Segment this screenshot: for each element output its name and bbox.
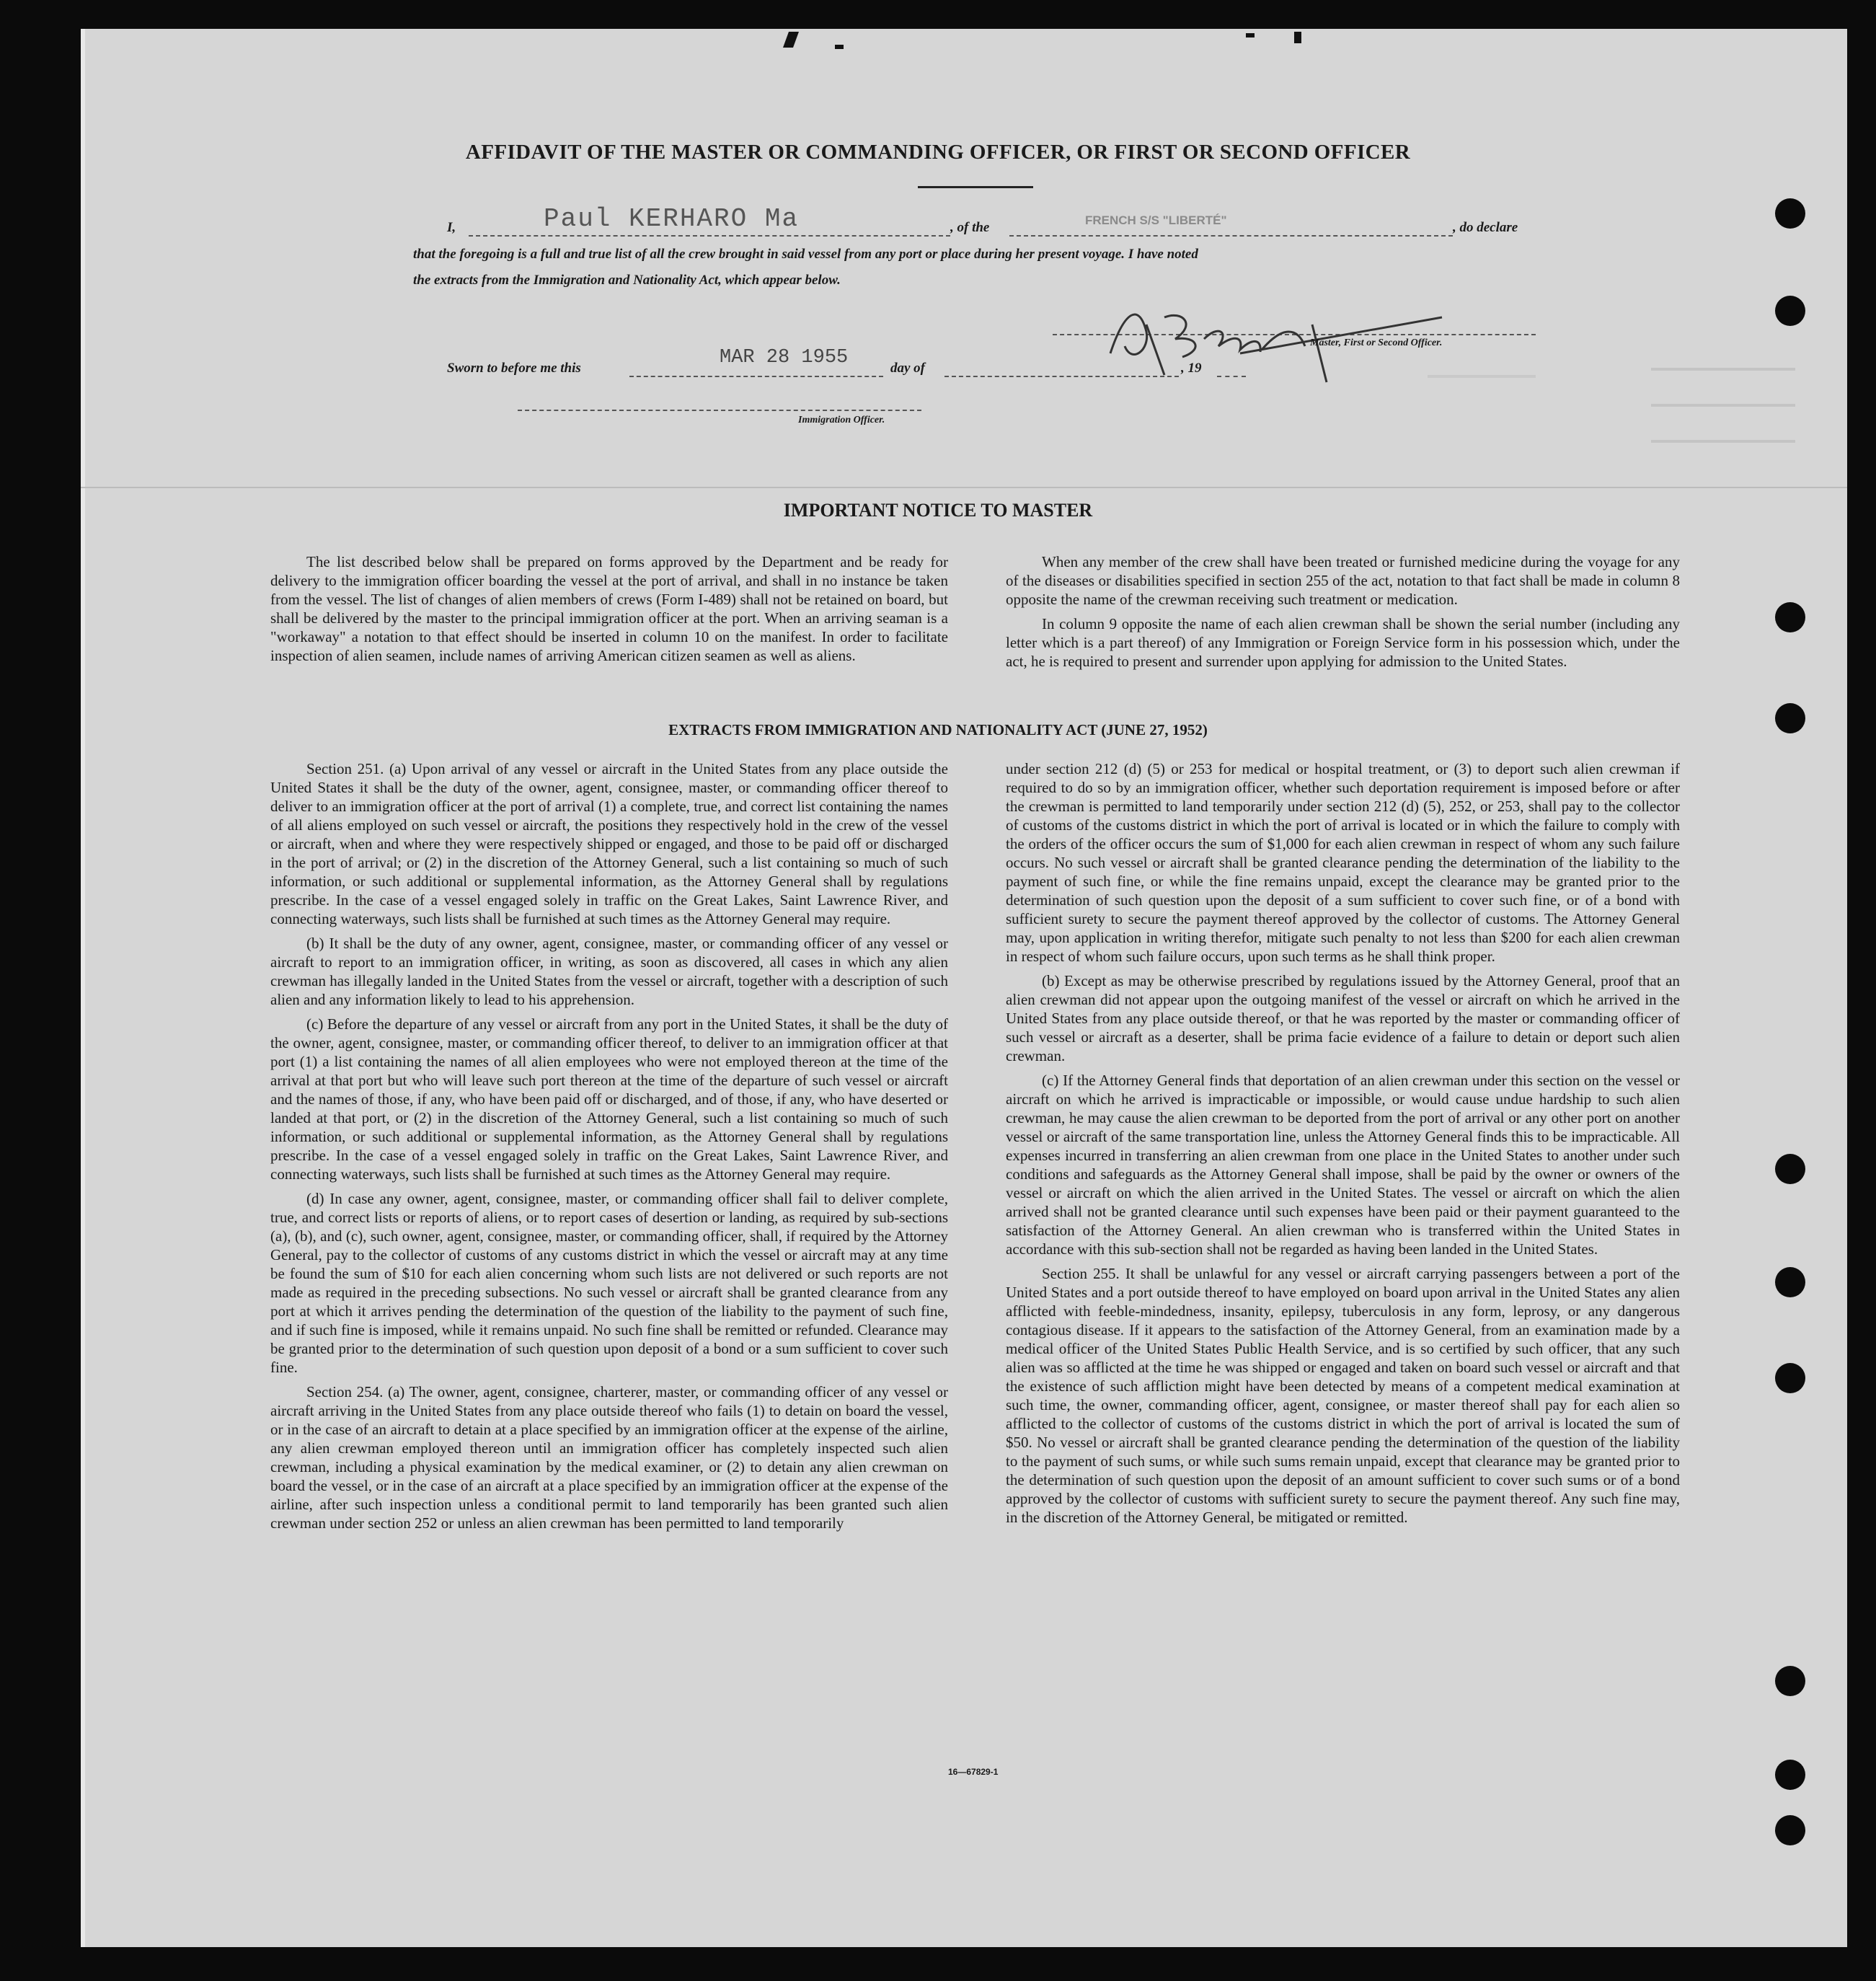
notice-title: IMPORTANT NOTICE TO MASTER xyxy=(783,500,1093,521)
notice-right-column xyxy=(1006,552,1680,676)
section-254a: Section 254. (a) The owner, agent, consignee, charterer, master, or commanding officer of any vessel or aircraft arriving in the United States from any place outside thereof who fails (1) to detain on board the vessel, or in the case of an aircraft to detain at a place specified by an immigration officer at the expense of the airline, any alien crewman employed thereon until an immigration officer has completely inspected such alien crewman, including a physical examination by the medical examiner, or (2) to detain any alien crewman on board the vessel, or in the case of an aircraft at a place specified by an immigration officer at the expense of the airline, after such inspection unless a conditional permit to land temporarily has been granted such alien crewman under section 252 or unless an alien crewman has been permitted to land temporarily xyxy=(270,1383,948,1532)
scan-mark xyxy=(835,45,844,49)
binder-hole-icon xyxy=(1775,602,1805,632)
name-line xyxy=(469,235,950,237)
binder-hole-icon xyxy=(1775,296,1805,326)
bleed-through-mark xyxy=(1651,368,1795,371)
section-251a: Section 251. (a) Upon arrival of any vessel or aircraft in the United States from any place outside the United States it shall be the duty of the owner, agent, consignee, master, or commanding officer thereof to deliver to an immigration officer at the port of arrival (1) a complete, true, and correct list containing the names of all aliens employed on such vessel or aircraft, the positions they respectively hold in the crew of the vessel or aircraft, when and where they were respectively shipped or engaged, and those to be paid off or discharged in the port of arrival; or (2) in the discretion of the Attorney General, such a list containing so much of such information, or such additional or supplemental information, as the Attorney General shall by regulations prescribe. In the case of a vessel engaged solely in traffic on the Great Lakes, Saint Lawrence River, and connecting waterways, such lists shall be furnished at such times as the Attorney General may require. xyxy=(270,760,948,927)
vessel-name-value[interactable]: FRENCH S/S "LIBERTÉ" xyxy=(1085,213,1227,227)
binder-hole-icon xyxy=(1775,1363,1805,1393)
notice-right-paragraph-1: When any member of the crew shall have been treated or furnished medicine during the voyage for any of the diseases or disabilities specified in section 255 of the act, notation to that fact shall be made in column 8 opposite the name of the crewman receiving such treatment or medication. xyxy=(1006,553,1680,608)
officer-signature-line xyxy=(518,410,921,411)
affidavit-title: AFFIDAVIT OF THE MASTER OR COMMANDING OFFICER, OR FIRST OR SECOND OFFICER xyxy=(465,141,1411,164)
page-edge xyxy=(81,29,85,1947)
master-caption: Master, First or Second Officer. xyxy=(1310,337,1443,348)
binder-hole-icon xyxy=(1775,1815,1805,1845)
sworn-date-value[interactable]: MAR 28 1955 xyxy=(720,347,849,369)
extracts-left-column xyxy=(270,759,948,1538)
declare-label: , do declare xyxy=(1453,220,1518,235)
section-254c: (c) If the Attorney General finds that deportation of an alien crewman under this section on the vessel or aircraft on which he arrived is impracticable or impossible, or would cause undue hardship to such alien crewman, he may cause the alien crewman to be deported from the port of arrival or any other port on another vessel or aircraft of the same transportation line, unless the Attorney General finds this to be impracticable. All expenses incurred in transferring an alien crewman from one place in the United States to another under such conditions and safeguards as the Attorney General shall impose, shall be paid by the owner or owners of the vessel or aircraft on which the alien arrived in the United States. The vessel or aircraft on which the alien arrived shall not be granted clearance until such expenses have been paid or their payment guaranteed to the satisfaction of the Attorney General. An alien crewman who is transferred within the United States in accordance with this sub-section shall not be regarded as having been landed in the United States. xyxy=(1006,1072,1680,1258)
notice-left-column xyxy=(270,552,948,671)
section-254a-continued: under section 212 (d) (5) or 253 for medical or hospital treatment, or (3) to deport such alien crewman if required to do so by an immigration officer, whether such deportation requirement is imposed before or after the crewman is permitted to land temporarily under section 212 (d) (5), 252, or 253, shall pay to the collector of customs of the customs district in which the port of arrival is located or in which the failure to comply with the orders of the officer occurs the sum of $1,000 for each alien crewman in respect of whom any such failure occurs. No such vessel or aircraft shall be granted clearance pending the determination of the liability to the payment of such fine, or while the fine remains unpaid, except the clearance may be granted prior to the determination of such question upon the deposit of a sum sufficient to cover such fine, or of a bond with sufficient surety to secure the payment thereof approved by the collector of customs. The Attorney General may, upon application in writing therefor, mitigate such penalty to not less than $200 for each alien crewman in respect of whom such failure occurs, upon such terms as he shall think proper. xyxy=(1006,760,1680,965)
notice-left-paragraph: The list described below shall be prepared on forms approved by the Department and be ready for delivery to the immigration officer boarding the vessel at the port of arrival, and shall in no instance be taken from the vessel. The list of changes of alien members of crews (Form I-489) shall not be retained on board, but shall be delivered by the master to the principal immigration officer at the port. When an arriving seaman is a "workaway" a notation to that effect should be inserted in column 10 on the manifest. In order to facilitate inspection of alien seamen, include names of arriving American citizen seamen as well as aliens. xyxy=(270,553,948,664)
day-of-label: day of xyxy=(890,361,926,376)
notice-right-paragraph-2: In column 9 opposite the name of each alien crewman shall be shown the serial number (including any letter which is a part thereof) of any Immigration or Foreign Service form in his possession which, under the act, he is required to present and surrender upon applying for admission to the United States. xyxy=(1006,615,1680,670)
form-number: 16—67829-1 xyxy=(948,1767,999,1777)
scan-mark xyxy=(1294,32,1301,43)
section-251d: (d) In case any owner, agent, consignee, master, or commanding officer shall fail to deliver complete, true, and correct lists or reports of aliens, or to report cases of desertion or landing, as required by sub-sections (a), (b), and (c), such owner, agent, consignee, master, or commanding officer, shall, if required by the Attorney General, pay to the collector of customs of any customs district in which the vessel or aircraft may at any time be found the sum of $10 for each alien concerning whom such lists are not delivered or such reports are not made as required in the preceding subsections. No such vessel or aircraft shall be granted clearance from any port at which it arrives pending the determination of the question of the liability to the payment of such fine, and if such fine is imposed, while it remains unpaid. No such fine shall be remitted or refunded. Clearance may be granted prior to the determination of such question upon deposit of a bond or a sum sufficient to cover such fine. xyxy=(270,1190,948,1376)
title-rule xyxy=(918,186,1033,188)
binder-hole-icon xyxy=(1775,1760,1805,1790)
section-251c: (c) Before the departure of any vessel or aircraft from any port in the United States, it shall be the duty of the owner, agent, consignee, master, or commanding officer thereof, to deliver to an immigration officer at that port (1) a list containing the names of all alien employees who were not employed thereon at the time of the arrival at that port but who will leave such port thereon at the time of the departure of such vessel or aircraft and the names of those, if any, who have been paid off or discharged, and of those, if any, who have deserted or landed at that port, or (2) in the discretion of the Attorney General, such a list containing so much of such information, or such additional or supplemental information, as the Attorney General shall by regulations prescribe. In the case of a vessel engaged solely in traffic on the Great Lakes, Saint Lawrence River, and connecting waterways, such lists shall be furnished at such times as the Attorney General may require. xyxy=(270,1015,948,1183)
i-label: I, xyxy=(447,220,456,235)
sworn-date-line xyxy=(629,376,883,377)
of-the-label: , of the xyxy=(950,220,990,235)
binder-hole-icon xyxy=(1775,1666,1805,1696)
officer-caption: Immigration Officer. xyxy=(798,415,885,425)
binder-hole-icon xyxy=(1775,1267,1805,1297)
bleed-through-mark xyxy=(1651,404,1795,407)
affidavit-line-3: the extracts from the Immigration and Nationality Act, which appear below. xyxy=(413,273,841,288)
extracts-title: EXTRACTS FROM IMMIGRATION AND NATIONALITY ACT (JUNE 27, 1952) xyxy=(668,721,1208,738)
section-divider xyxy=(81,487,1847,488)
binder-hole-icon xyxy=(1775,1154,1805,1184)
sworn-label: Sworn to before me this xyxy=(447,361,581,376)
binder-hole-icon xyxy=(1775,198,1805,229)
section-254b: (b) Except as may be otherwise prescribed by regulations issued by the Attorney General, proof that an alien crewman did not appear upon the outgoing manifest of the vessel or aircraft on which he arrived in the United States from any place outside thereof, or that he was reported by the master or commanding officer of such vessel or aircraft as a deserter, shall be prima facie evidence of a failure to detain or deport such alien crewman. xyxy=(1006,972,1680,1064)
affidavit-line-2: that the foregoing is a full and true list of all the crew brought in said vessel from any port or place during her present voyage. I have noted xyxy=(413,247,1198,262)
year-line xyxy=(1217,376,1246,377)
section-255: Section 255. It shall be unlawful for any vessel or aircraft carrying passengers between a port of the United States and a port outside thereof to have employed on board upon arrival in the United States any alien afflicted with feeble-mindedness, insanity, epilepsy, tuberculosis in any form, leprosy, or any dangerous contagious disease. If it appears to the satisfaction of the Attorney General, from an examination made by a medical officer of the United States Public Health Service, and is so certified by such officer, that any such alien was so afflicted at the time he was shipped or engaged and taken on board such vessel or aircraft and that the existence of such affliction might have been detected by means of a competent medical examination at such time, the owner, commanding officer, agent, consignee, or master thereof shall pay for each alien so afflicted to the collector of customs of the customs district in which the port of arrival is located the sum of $50. No vessel or aircraft shall be granted clearance pending the determination of the question of the liability to the payment of such sums, or while such sums remain unpaid, except that clearance may be granted prior to the determination of such question upon the deposit of an amount sufficient to cover such sums or of a bond approved by the collector of customs with sufficient surety to secure the payment thereof. Any such fine may, in the discretion of the Attorney General, be mitigated or remitted. xyxy=(1006,1265,1680,1526)
section-251b: (b) It shall be the duty of any owner, agent, consignee, master, or commanding officer of any vessel or aircraft to report to an immigration officer, in writing, as soon as discovered, all cases in which any alien crewman has illegally landed in the United States from the vessel or aircraft, together with a description of such alien and any information likely to lead to his apprehension. xyxy=(270,935,948,1008)
day-of-line xyxy=(944,376,1179,377)
scan-mark xyxy=(1246,33,1255,37)
master-name-value[interactable]: Paul KERHARO Ma xyxy=(544,204,800,234)
vessel-line xyxy=(1009,235,1453,237)
extracts-right-column xyxy=(1006,759,1680,1532)
year-label: , 19 xyxy=(1181,361,1202,376)
bleed-through-mark xyxy=(1651,440,1795,443)
